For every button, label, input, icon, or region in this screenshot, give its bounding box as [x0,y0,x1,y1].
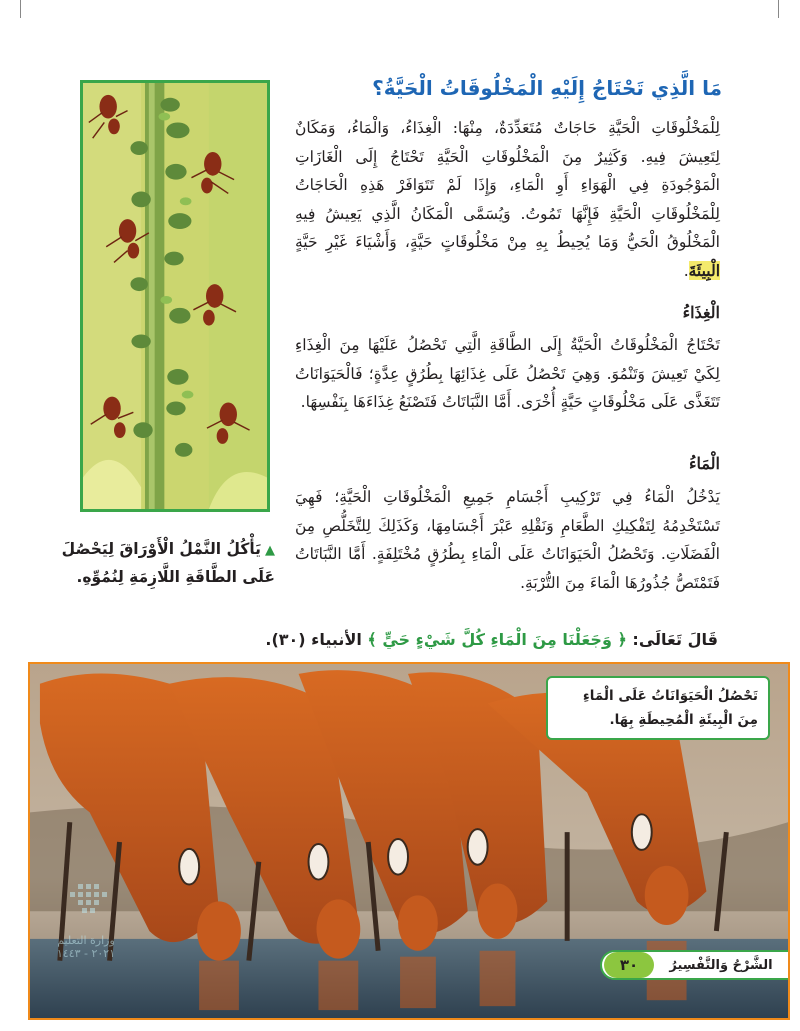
crop-mark-top-left [20,0,21,18]
verse-reference: الأنبياء (٣٠). [265,630,368,649]
ant-photo-illustration [83,83,267,509]
quran-verse [265,630,718,649]
crop-mark-top-right [778,0,779,18]
intro-paragraph [295,114,720,286]
food-heading: الْغِذَاءُ [682,303,720,322]
ant-photo-caption [60,536,275,591]
water-heading: الْمَاءُ [689,454,720,473]
footer-section-label: الشَّرْحُ وَالتَّفْسِيرُ [669,957,773,973]
food-paragraph: تَحْتَاجُ الْمَخْلُوقَاتُ الْحَيَّةُ إِلَى الطَّاقَةِ الَّتِي تَحْصُلُ عَلَيْهَا مِنَ الْغِذَاءِ لِكَيْ تَعِيشَ وَتَنْمُوَ. وَهِيَ تَحْصُلُ عَلَى غِذَائِهَا بِطُرُقٍ عِدَّةٍ؛ فَالْحَيَوَانَاتُ تَتَغَذَّى عَلَى مَخْلُوقَاتٍ حَيَّةٍ أُخْرَى. أَمَّا النَّبَاتَاتُ فَتَصْنَعُ غِذَاءَهَا بِنَفْسِهَا. [295,336,720,412]
page-number-badge: ٣٠ [604,952,654,978]
verse-prefix: قَالَ تَعَالَى: [626,630,718,649]
highlight-term-environment: الْبِيئَةَ [688,260,720,280]
ant-photo [80,80,270,512]
water-paragraph: يَدْخُلُ الْمَاءُ فِي تَرْكِيبِ أَجْسَامِ جَمِيعِ الْمَخْلُوقَاتِ الْحَيَّةِ؛ فَهِيَ تَسْتَخْدِمُهُ لِتَفْكِيكِ الطَّعَامِ وَنَقْلِهِ عَبْرَ أَجْسَامِهَا، وَكَذَلِكَ لِلتَّخَلُّصِ مِنَ الْفَضَلَاتِ. وَتَحْصُلُ الْحَيَوَانَاتُ عَلَى الْمَاءِ بِطُرُقٍ مُخْتَلِفَةٍ. أَمَّا النَّبَاتَاتُ فَتَمْتَصُّ جُذُورُهَا الْمَاءَ مِنَ التُّرْبَةِ. [295,488,720,592]
caption-bullet-icon: ▲ [265,543,275,558]
ministry-logo-icon [36,880,136,930]
verse-quote: ﴿ وَجَعَلْنَا مِنَ الْمَاءِ كُلَّ شَيْءٍ حَيٍّ ﴾ [367,630,627,649]
gazelles-photo-caption: تَحْصُلُ الْحَيَوَانَاتُ عَلَى الْمَاءِ مِنَ الْبِيئَةِ الْمُحِيطَةِ بِهَا. [546,676,770,740]
page-footer [600,950,788,980]
watermark-year: ٢٠٢١ - ١٤٤٣ [56,947,116,960]
intro-period: . [683,261,689,280]
ant-caption-text: يَأْكُلُ النَّمْلُ الْأَوْرَاقَ لِيَحْصُلَ عَلَى الطَّاقَةِ اللَّازِمَةِ لِنُمُوِّهِ. [61,540,275,586]
ministry-watermark [36,880,136,970]
watermark-ministry-name: وزارة التعليم [57,934,115,947]
section-title: مَا الَّذِي تَحْتَاجُ إِلَيْهِ الْمَخْلُوقَاتُ الْحَيَّةُ؟ [372,76,722,100]
intro-text: لِلْمَخْلُوقَاتِ الْحَيَّةِ حَاجَاتٌ مُتَعَدِّدَةٌ، مِنْهَا: الْغِذَاءُ، وَالْمَاءُ، وَمَكَانٌ لِتَعِيشَ فِيهِ. وَكَثِيرٌ مِنَ الْمَخْلُوقَاتِ الْحَيَّةِ تَحْتَاجُ إِلَى الْغَازَاتِ الْمَوْجُودَةِ فِي الْهَوَاءِ أَوِ الْمَاءِ، وَإِذَا لَمْ تَتَوَافَرْ هَذِهِ الْحَاجَاتُ لِلْمَخْلُوقَاتِ الْحَيَّةِ فَإِنَّهَا تَمُوتُ. وَيُسَمَّى الْمَكَانُ الَّذِي يَعِيشُ فِيهِ الْمَخْلُوقُ الْحَيُّ وَمَا يُحِيطُ بِهِ مِنْ مَخْلُوقَاتٍ حَيَّةٍ، وَأَشْيَاءَ غَيْرِ حَيَّةٍ [295,119,720,252]
